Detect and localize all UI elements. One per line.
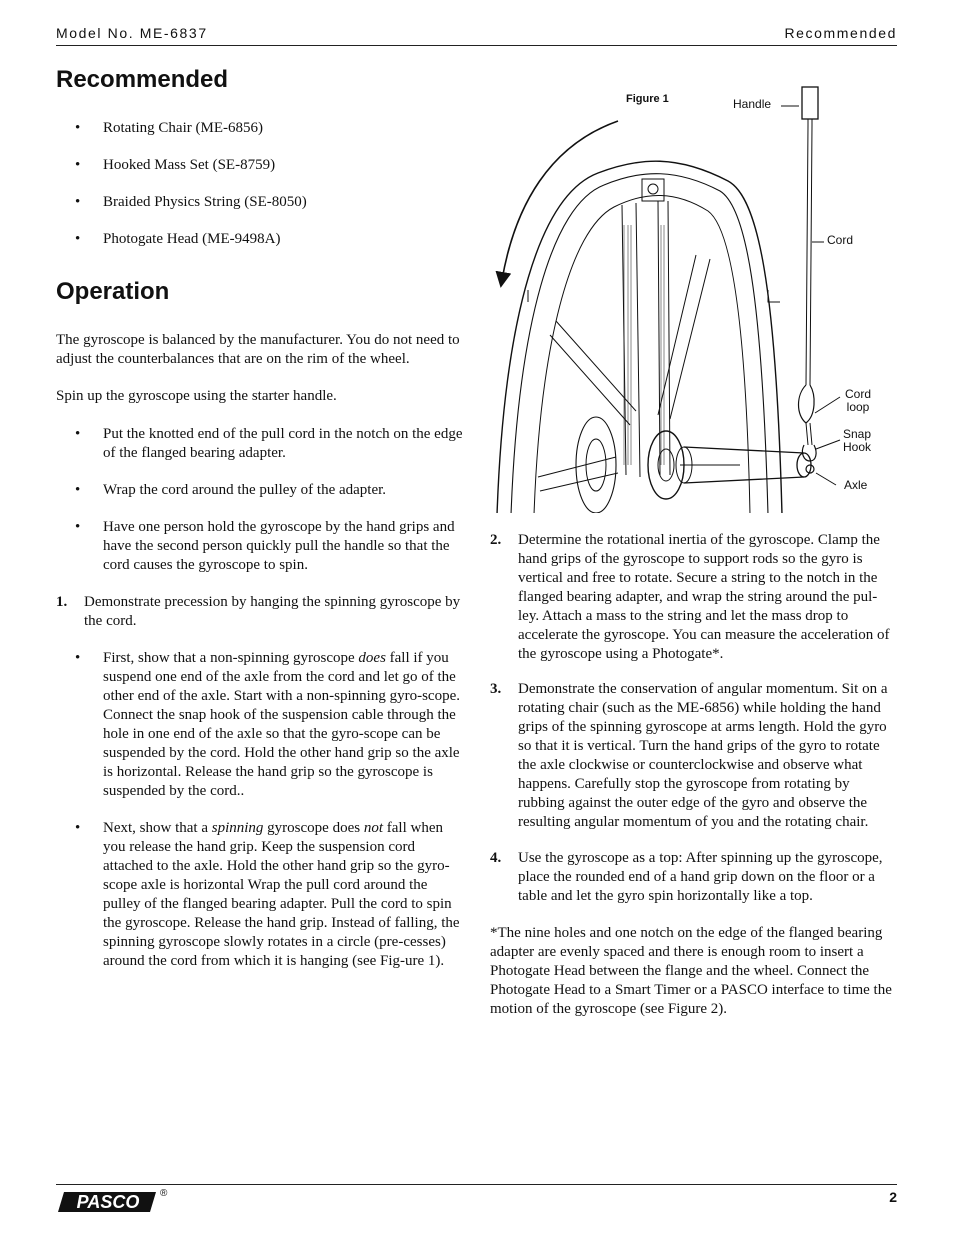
step-number: 1.: [56, 594, 68, 610]
precession-list: [56, 649, 466, 971]
label-line: Cord: [844, 387, 871, 401]
label-line: Snap: [842, 427, 872, 441]
step-text: Use the gyroscope as a top: After spinning up the gyroscope, place the rounded end of a hand grip down on the floor or a table and let the gyro spin horizontally like a top.: [518, 850, 883, 904]
figure-1: [490, 85, 900, 515]
label-cord: Cord: [827, 233, 854, 247]
footnote: *The nine holes and one notch on the edge of the flanged bearing adapter are evenly spaced and there is enough room to insert a Photogate Head between the flange and the wheel. Connect the Photogate Head to a Smart Timer or a PASCO interface to time the motion of the gyroscope (see Figure 2).: [490, 925, 892, 1017]
emphasis: spinning: [211, 820, 264, 836]
label-line: loop: [846, 400, 870, 414]
list-item: [56, 649, 466, 801]
model-number: Model No. ME-6837: [56, 25, 208, 41]
label-cord-loop: [843, 388, 873, 414]
label-axle: Axle: [844, 478, 868, 492]
step-text: Demonstrate precession by hanging the spinning gyroscope by the cord.: [84, 594, 461, 629]
label-handle: Handle: [733, 97, 772, 111]
figure-title: Figure 1: [626, 93, 669, 105]
list-item: • Braided Physics String (SE-8050): [56, 193, 456, 212]
step-3: [490, 680, 898, 832]
text-run: fall if you suspend one end of the axle from the cord and let go of the other end of the axle. Start with a non-spinning gyro-scope. Connect the snap hook of the suspension cable through the hole in one end of the axle so that the gyro-scope can be suspended by the cord. Hold the other hand grip so the axle is horizontal. Release the hand grip so the gyroscope is suspended by the cord..: [103, 650, 460, 799]
list-item: [56, 819, 466, 971]
page-number: 2: [889, 1189, 897, 1205]
operation-heading: Operation: [56, 278, 170, 305]
logo-text: PASCO: [76, 1192, 140, 1212]
text-run: fall when you release the hand grip. Keep the suspension cord attached to the axle. Hold the other hand grip so the gyro-scope axle is horizontal Wrap the pull cord around the pulley of the flanged bearing adapter. Pull the cord to spin the gyroscope. Release the hand grip. Instead of falling, the spinning gyroscope slowly rotates in a circle (pre-cesses) around the cord from which it is hanging (see Fig-ure 1).: [103, 820, 460, 969]
text-run: gyroscope does: [263, 820, 364, 836]
step-number: 4.: [490, 850, 502, 866]
text-run: Next, show that a: [103, 820, 212, 836]
label-snap-hook: [842, 428, 872, 454]
spin-steps-list: [56, 425, 466, 575]
label-line: Hook: [842, 440, 871, 454]
list-item: • Wrap the cord around the pulley of the adapter.: [56, 481, 466, 500]
step-number: 3.: [490, 681, 502, 697]
step-text: Demonstrate the conservation of angular momentum. Sit on a rotating chair (such as the ME-6856) while holding the hand grips of the spinning gyroscope at arms length. Hold the gyro so that it is vertical. Turn the hand grips of the gyro to rotate the axle clockwise or counterclockwise and observe what happens. Carefully stop the gyroscope from rotating by rubbing against the outer edge of the gyro and observe the resulting angular momentum of you and the rotating chair.: [518, 681, 888, 830]
registered-mark: ®: [160, 1188, 168, 1199]
intro-paragraph-2: Spin up the gyroscope using the starter handle.: [56, 388, 337, 404]
recommended-list: [56, 119, 456, 249]
page-footer: [56, 1184, 897, 1212]
list-item: • Photogate Head (ME-9498A): [56, 230, 456, 249]
emphasis: does: [358, 650, 386, 666]
list-item: • Put the knotted end of the pull cord in the notch on the edge of the flanged bearing adapter.: [56, 425, 466, 463]
emphasis: not: [363, 820, 383, 836]
step-1: [56, 593, 468, 631]
step-4: [490, 849, 898, 906]
list-item: • Hooked Mass Set (SE-8759): [56, 156, 456, 175]
step-number: 2.: [490, 532, 502, 548]
header-section: Recommended: [784, 25, 897, 41]
page-header: [56, 25, 897, 46]
list-item: • Have one person hold the gyroscope by the hand grips and have the second person quickly pull the handle so that the cord causes the gyroscope to spin.: [56, 518, 466, 575]
recommended-heading: Recommended: [56, 66, 229, 93]
gyroscope-illustration: [490, 85, 900, 515]
intro-paragraph-1: The gyroscope is balanced by the manufacturer. You do not need to adjust the counterbalances that are on the rim of the wheel.: [56, 332, 460, 367]
list-item: • Rotating Chair (ME-6856): [56, 119, 456, 138]
text-run: First, show that a non-spinning gyroscope: [103, 650, 359, 666]
pasco-logo: [58, 1191, 156, 1213]
step-2: [490, 531, 898, 664]
step-text: Determine the rotational inertia of the gyroscope. Clamp the hand grips of the gyroscope to support rods so the gyro is vertical and free to rotate. Secure a string to the notch in the flanged bearing adapter, and wrap the string around the pul-ley. Attach a mass to the string and let the mass drop to accelerate the gyroscope. You can measure the acceleration of the gyroscope using a Photogate*.: [518, 532, 890, 662]
